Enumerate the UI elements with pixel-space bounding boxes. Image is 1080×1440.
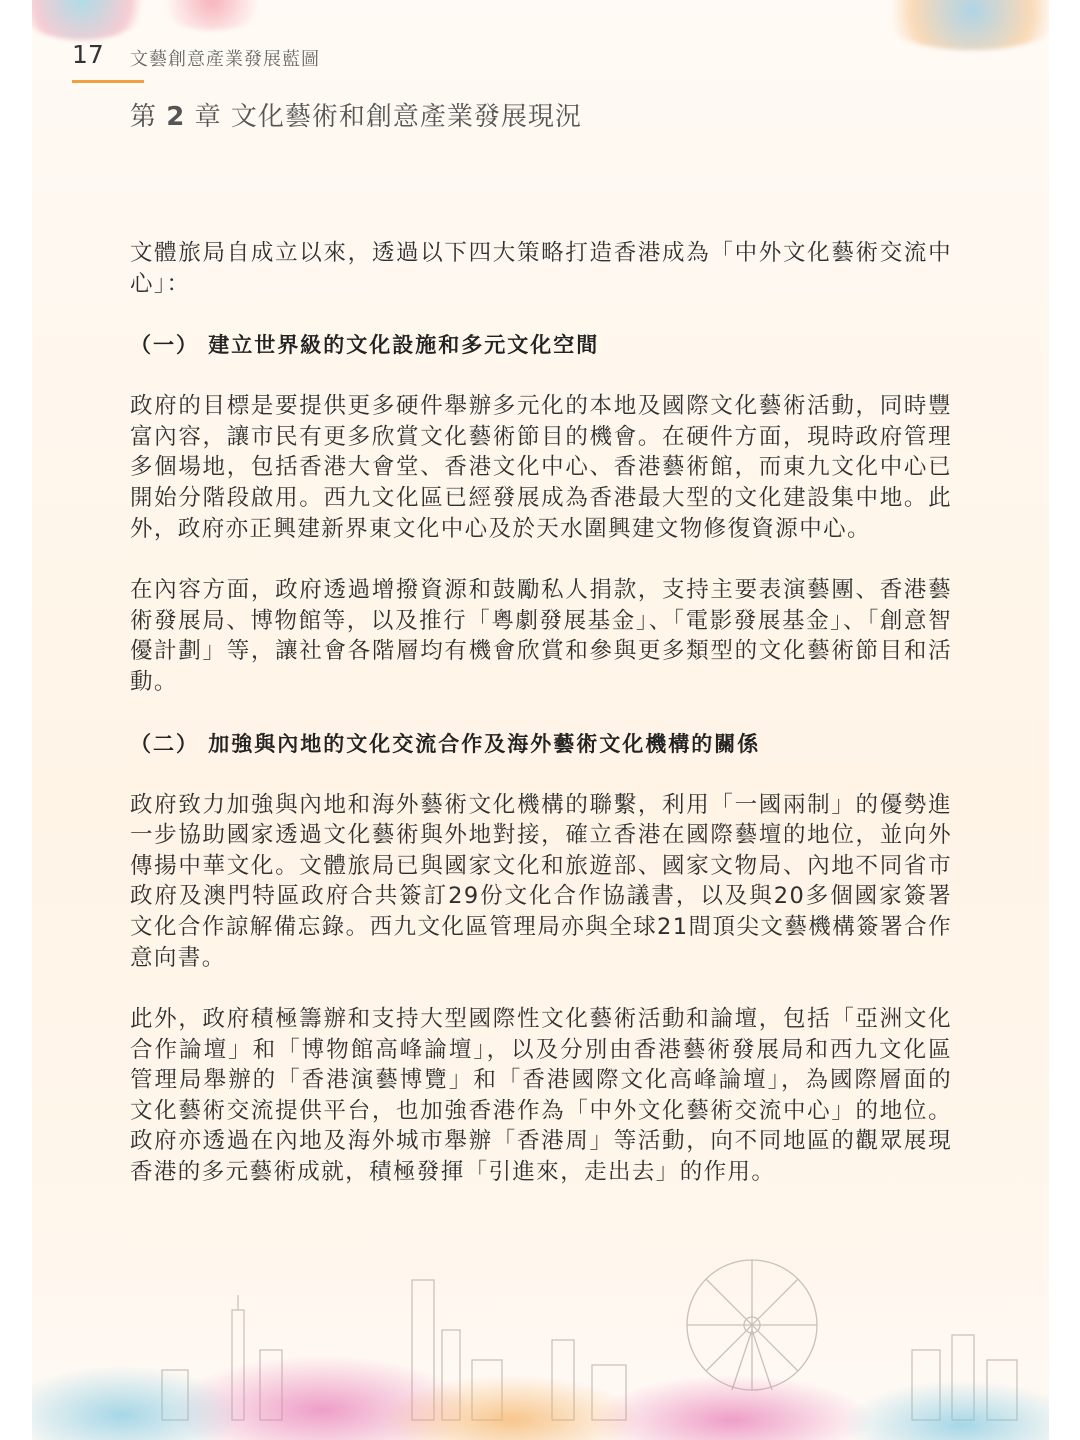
chapter-suffix: 章: [194, 102, 222, 132]
watercolor-splash-top-left: [32, 0, 152, 40]
section2-paragraph-1: 政府致力加強與內地和海外藝術文化機構的聯繫，利用「一國兩制」的優勢進一步協助國家透過文化藝術與外地對接，確立香港在國際藝壇的地位，並向外傳揚中華文化。文體旅局已與國家文化和旅遊部、國家文物局、內地不同省市政府及澳門特區政府合共簽訂29份文化合作協議書，以及與20多個國家簽署文化合作諒解備忘錄。西九文化區管理局亦與全球21間頂尖文藝機構簽署合作意向書。: [130, 791, 952, 971]
section1-paragraph-1: 政府的目標是要提供更多硬件舉辦多元化的本地及國際文化藝術活動，同時豐富內容，讓市民有更多欣賞文化藝術節目的機會。在硬件方面，現時政府管理多個場地，包括香港大會堂、香港文化中心、香港藝術館，而東九文化中心已開始分階段啟用。西九文化區已經發展成為香港最大型的文化建設集中地。此外，政府亦正興建新界東文化中心及於天水圍興建文物修復資源中心。: [130, 393, 952, 542]
section-heading-1: （一） 建立世界級的文化設施和多元文化空間: [130, 333, 600, 358]
hong-kong-skyline-illustration: [32, 1240, 1049, 1440]
document-page: [32, 0, 1049, 1440]
section-heading-2: （二） 加強與內地的文化交流合作及海外藝術文化機構的關係: [130, 731, 761, 756]
body-text: [130, 238, 952, 1219]
chapter-title: [130, 96, 582, 133]
chapter-prefix: 第: [130, 102, 158, 132]
blue-wash-right: [842, 1380, 1049, 1440]
page-number: 17: [72, 40, 104, 69]
section1-paragraph-2: 在內容方面，政府透過增撥資源和鼓勵私人捐款，支持主要表演藝團、香港藝術發展局、博物館等，以及推行「粵劇發展基金」、「電影發展基金」、「創意智優計劃」等，讓社會各階層均有機會欣賞和參與更多類型的文化藝術節目和活動。: [130, 577, 952, 695]
intro-paragraph: 文體旅局自成立以來，透過以下四大策略打造香港成為「中外文化藝術交流中心」：: [130, 240, 952, 297]
pink-wash-right: [592, 1375, 872, 1440]
header-accent-rule: [72, 80, 144, 83]
document-title: 文藝創意產業發展藍圖: [130, 49, 320, 70]
watercolor-splash-top-right: [872, 0, 1049, 50]
ferris-wheel-icon: [687, 1260, 817, 1390]
chapter-number: 2: [166, 102, 186, 132]
section2-paragraph-2: 此外，政府積極籌辦和支持大型國際性文化藝術活動和論壇，包括「亞洲文化合作論壇」和「博物館高峰論壇」，以及分別由香港藝術發展局和西九文化區管理局舉辦的「香港演藝博覽」和「香港國際文化高峰論壇」，為國際層面的文化藝術交流提供平台，也加強香港作為「中外文化藝術交流中心」的地位。政府亦透過在內地及海外城市舉辦「香港周」等活動，向不同地區的觀眾展現香港的多元藝術成就，積極發揮「引進來，走出去」的作用。: [130, 1006, 952, 1186]
watercolor-splash-top-center: [152, 0, 272, 30]
chapter-heading-text: 文化藝術和創意產業發展現況: [230, 102, 582, 132]
